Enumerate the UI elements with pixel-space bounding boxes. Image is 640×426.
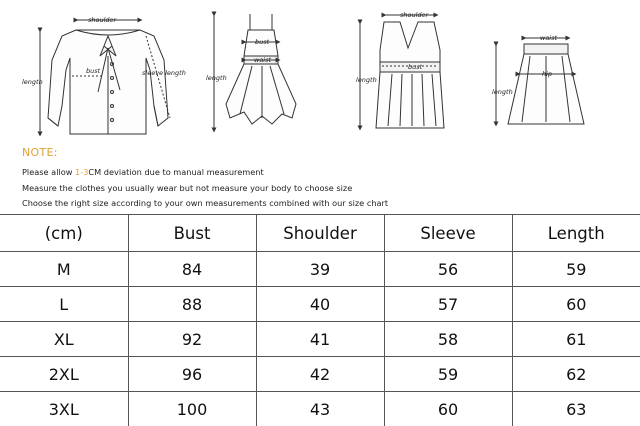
sleeve-cell: 57 xyxy=(384,287,512,322)
bust-cell: 100 xyxy=(128,392,256,426)
top-illustration xyxy=(360,15,444,128)
note-title: NOTE: xyxy=(22,146,58,159)
table-row xyxy=(0,357,640,392)
notes-section xyxy=(22,146,622,214)
length-cell: 60 xyxy=(512,287,640,322)
note-deviation-range: 1-3 xyxy=(75,167,89,177)
size-cell: 3XL xyxy=(0,392,128,426)
garment-illustrations xyxy=(0,0,640,140)
table-row xyxy=(0,287,640,322)
top-bust-label: bust xyxy=(408,63,423,71)
note-line1-text: Please allow xyxy=(22,167,76,177)
skirt-length-label: length xyxy=(492,88,513,96)
bust-cell: 88 xyxy=(128,287,256,322)
table-row xyxy=(0,392,640,426)
top-shoulder-label: shoulder xyxy=(400,11,429,19)
table-row xyxy=(0,322,640,357)
shirt-illustration xyxy=(40,20,170,134)
header-shoulder: Shoulder xyxy=(256,215,384,252)
bust-cell: 96 xyxy=(128,357,256,392)
shirt-length-label: length xyxy=(22,78,43,86)
note-line-choose: Choose the right size according to your own measurements combined with our size chart xyxy=(22,198,389,208)
size-chart-table xyxy=(0,214,640,426)
size-cell: L xyxy=(0,287,128,322)
shirt-bust-label: bust xyxy=(86,67,101,75)
table-header-row xyxy=(0,215,640,252)
dress-waist-label: waist xyxy=(254,56,272,64)
shirt-shoulder-label: shoulder xyxy=(88,16,117,24)
header-bust: Bust xyxy=(128,215,256,252)
length-cell: 62 xyxy=(512,357,640,392)
dress-bust-label: bust xyxy=(255,38,270,46)
note-line-measure: Measure the clothes you usually wear but not measure your body to choose size xyxy=(22,182,353,193)
shoulder-cell: 41 xyxy=(256,322,384,357)
size-cell: M xyxy=(0,252,128,287)
bust-cell: 84 xyxy=(128,252,256,287)
header-unit: (cm) xyxy=(0,215,128,252)
shoulder-cell: 39 xyxy=(256,252,384,287)
shoulder-cell: 43 xyxy=(256,392,384,426)
length-cell: 61 xyxy=(512,322,640,357)
skirt-illustration xyxy=(496,38,584,124)
size-cell: 2XL xyxy=(0,357,128,392)
table-row xyxy=(0,252,640,287)
skirt-hip-label: hip xyxy=(542,70,553,78)
header-length: Length xyxy=(512,215,640,252)
sleeve-cell: 58 xyxy=(384,322,512,357)
measurement-diagrams xyxy=(0,0,640,140)
note-line-deviation xyxy=(22,167,622,177)
size-cell: XL xyxy=(0,322,128,357)
sleeve-cell: 59 xyxy=(384,357,512,392)
header-sleeve: Sleeve xyxy=(384,215,512,252)
length-cell: 59 xyxy=(512,252,640,287)
length-cell: 63 xyxy=(512,392,640,426)
sleeve-cell: 60 xyxy=(384,392,512,426)
note-line1-rest: CM deviation due to manual measurement xyxy=(88,167,264,177)
sleeve-cell: 56 xyxy=(384,252,512,287)
top-length-label: length xyxy=(356,76,377,84)
skirt-waist-label: waist xyxy=(540,34,558,42)
shirt-sleeve-label: sleeve length xyxy=(142,69,186,77)
dress-illustration xyxy=(214,14,296,130)
shoulder-cell: 42 xyxy=(256,357,384,392)
dress-length-label: length xyxy=(206,74,227,82)
shoulder-cell: 40 xyxy=(256,287,384,322)
bust-cell: 92 xyxy=(128,322,256,357)
